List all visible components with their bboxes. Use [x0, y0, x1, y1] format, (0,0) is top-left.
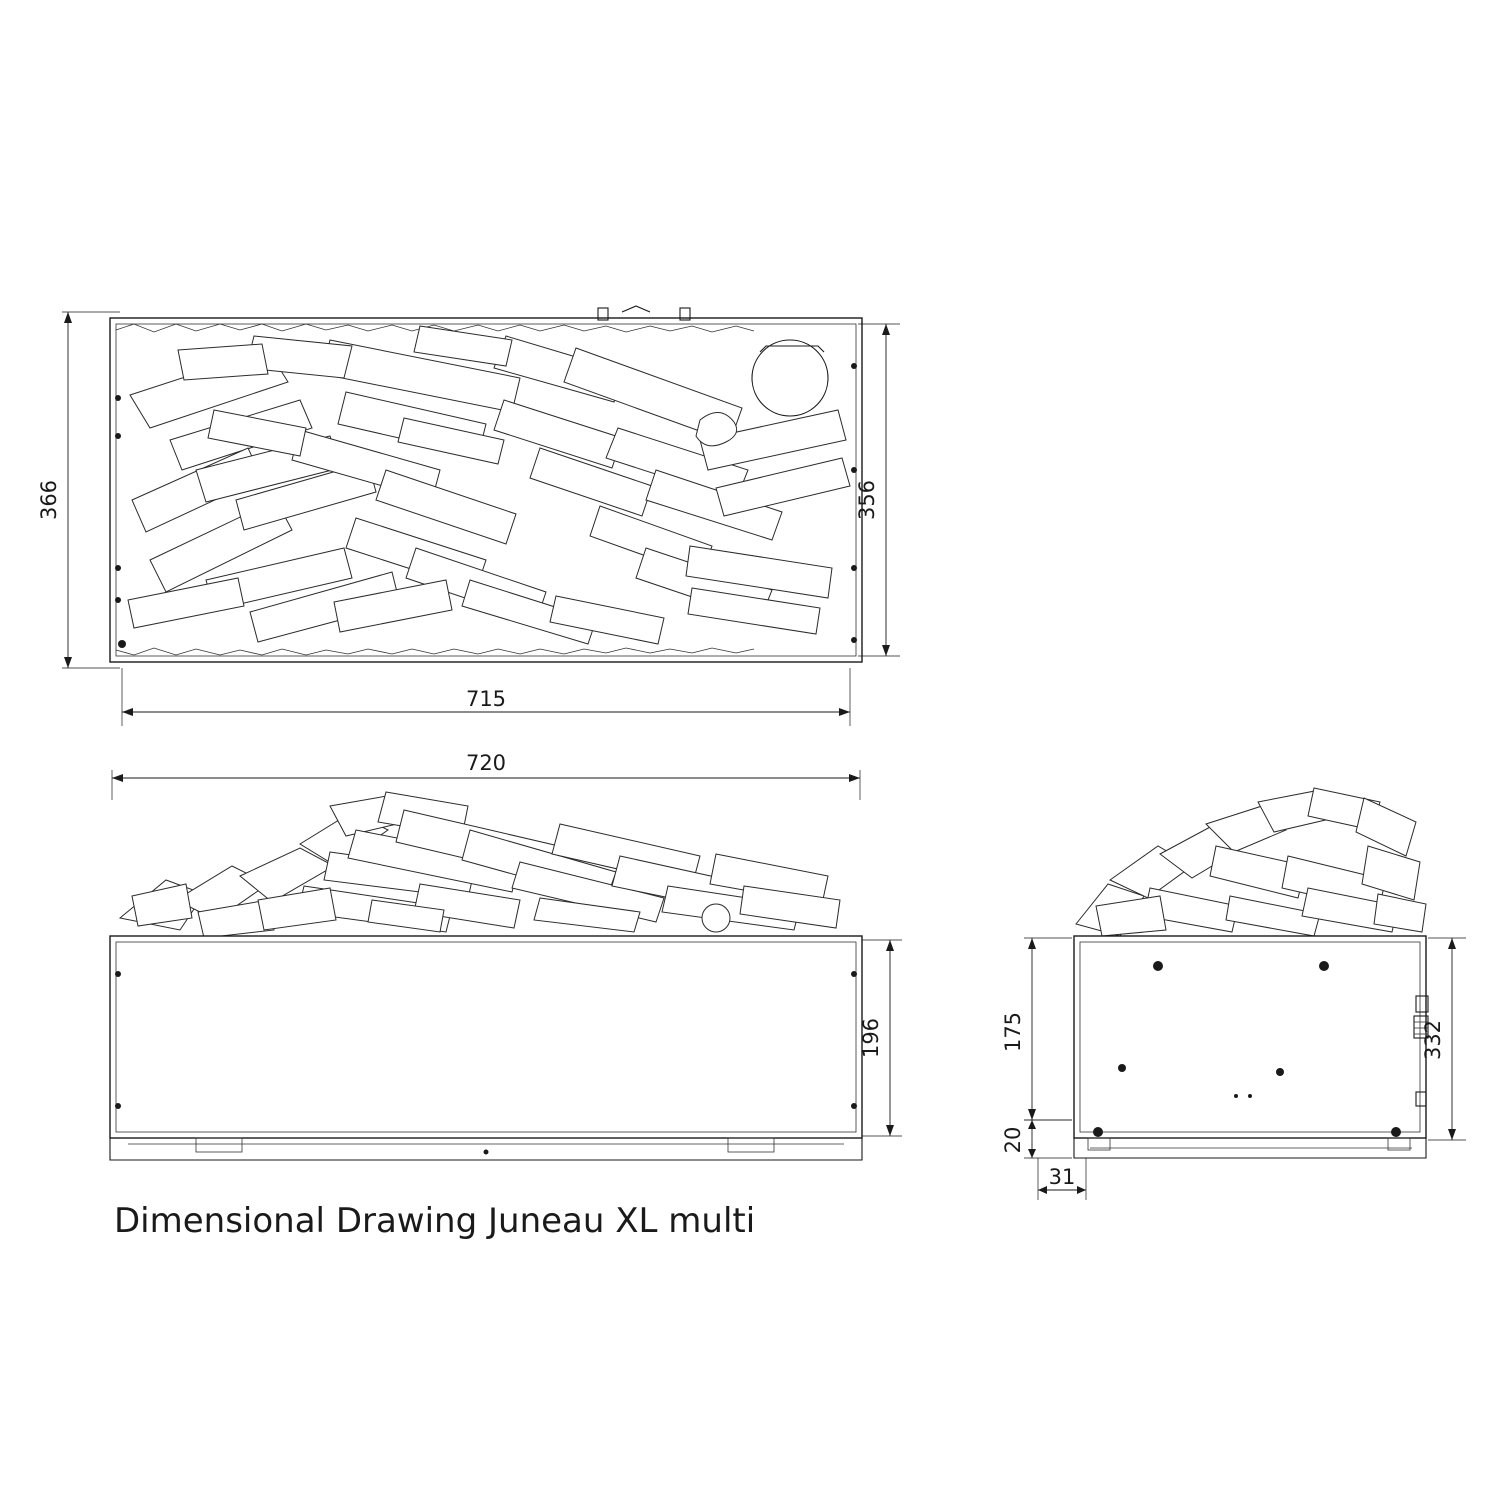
top-view-base-fitting-right — [728, 1138, 774, 1152]
dimension-720-label: 720 — [465, 751, 507, 775]
dimension-356-label: 356 — [855, 479, 879, 521]
dimension-31-label: 31 — [1048, 1165, 1076, 1189]
dimension-175-label: 175 — [1001, 1011, 1025, 1053]
front-view — [37, 306, 900, 726]
dimension-366-label: 366 — [37, 479, 61, 521]
top-view-base-fitting-left — [196, 1138, 242, 1152]
dimension-20-label: 20 — [1001, 1126, 1025, 1154]
dimension-332 — [1421, 938, 1466, 1140]
side-view-log-heap — [1076, 788, 1426, 936]
top-view-log-end-circle — [702, 904, 730, 932]
drawing-caption: Dimensional Drawing Juneau XL multi — [114, 1201, 756, 1241]
dimension-366 — [37, 312, 120, 668]
dimension-31 — [1038, 1158, 1086, 1200]
dimension-196-label: 196 — [859, 1017, 883, 1059]
dimension-715-label: 715 — [465, 687, 507, 711]
front-view-top-bracket — [622, 306, 650, 312]
top-view — [110, 792, 902, 1160]
dimension-332-label: 332 — [1421, 1019, 1445, 1061]
side-view-body — [1074, 936, 1426, 1138]
dimension-715 — [122, 668, 850, 726]
top-view-base-plate — [110, 1138, 862, 1160]
top-view-base-center-dot — [484, 1150, 489, 1155]
side-view — [1001, 788, 1466, 1200]
dimension-175 — [1001, 938, 1072, 1120]
dimension-720 — [112, 751, 860, 800]
top-view-log-heap — [120, 792, 840, 938]
top-view-body — [110, 936, 862, 1138]
dimension-196 — [859, 940, 902, 1136]
dimension-20 — [1001, 1120, 1072, 1158]
